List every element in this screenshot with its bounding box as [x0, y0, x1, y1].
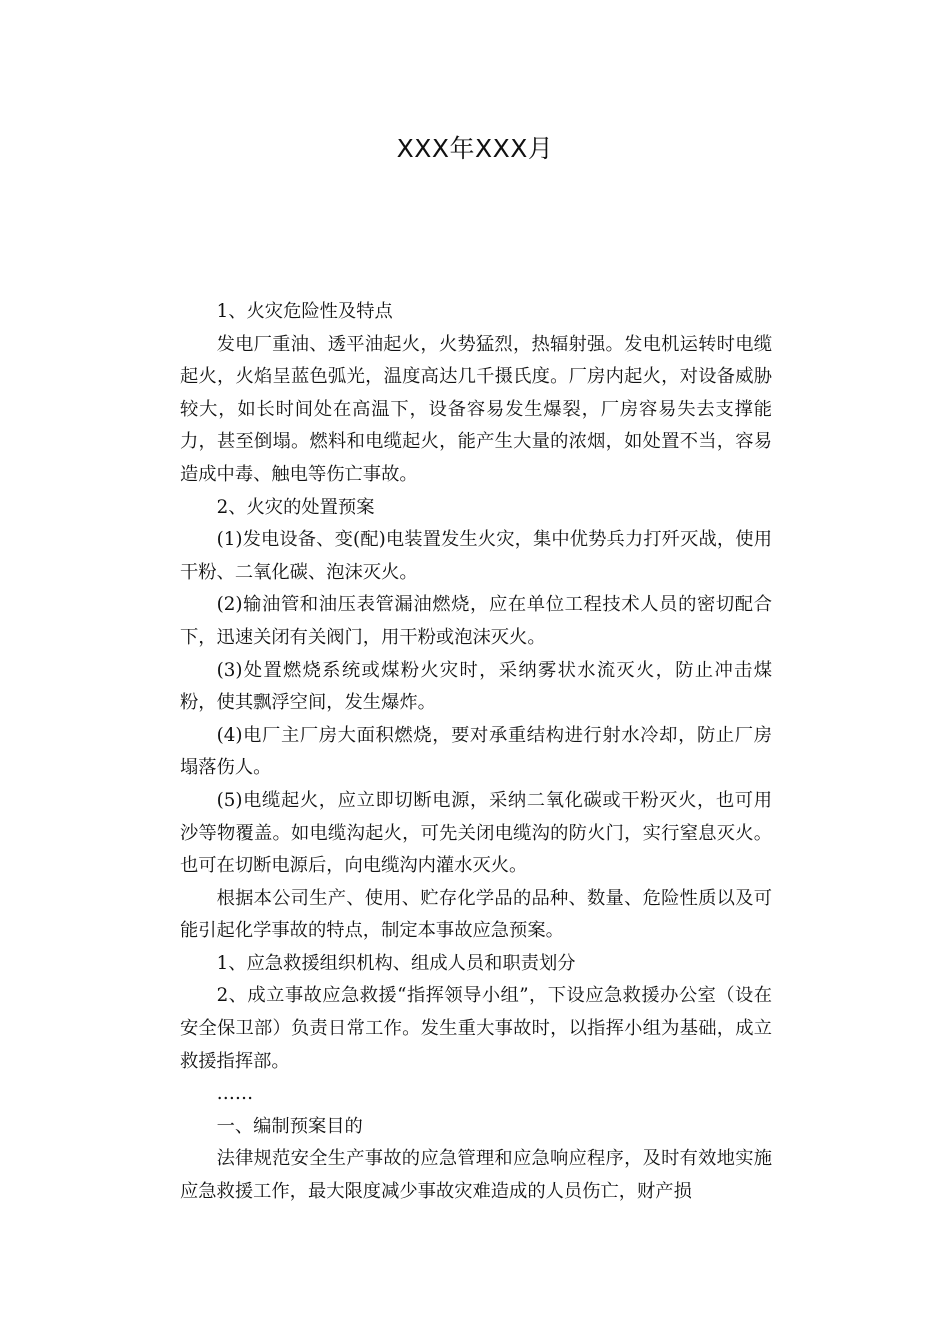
list-item-response-3: (3)处置燃烧系统或煤粉火灾时，采纳雾状水流灭火，防止冲击煤粉，使其飘浮空间，发生爆炸。	[180, 659, 772, 714]
paragraph-plan-basis: 根据本公司生产、使用、贮存化学品的品种、数量、危险性质以及可能引起化学事故的特点，制定本事故应急预案。	[180, 887, 772, 942]
document-body	[180, 296, 772, 1209]
ellipsis-separator: ……	[216, 1083, 254, 1105]
section-heading-fire-response: 2、火灾的处置预案	[216, 496, 375, 518]
section-heading-purpose: 一、编制预案目的	[216, 1115, 363, 1137]
section-heading-organization: 1、应急救援组织机构、组成人员和职责划分	[216, 952, 576, 974]
paragraph-command-group: 2、成立事故应急救援“指挥领导小组”，下设应急救援办公室（设在安全保卫部）负责日常工作。发生重大事故时，以指挥小组为基础，成立救援指挥部。	[180, 985, 772, 1072]
section-heading-fire-hazard: 1、火灾危险性及特点	[216, 301, 393, 322]
paragraph-purpose: 法律规范安全生产事故的应急管理和应急响应程序，及时有效地实施应急救援工作，最大限度减少事故灾难造成的人员伤亡，财产损	[180, 1148, 772, 1203]
list-item-response-2: (2)输油管和油压表管漏油燃烧，应在单位工程技术人员的密切配合下，迅速关闭有关阀门，用干粉或泡沫灭火。	[180, 594, 772, 648]
list-item-response-4: (4)电厂主厂房大面积燃烧，要对承重结构进行射水冷却，防止厂房塌落伤人。	[180, 724, 772, 779]
date-title: XXX年XXX月	[396, 134, 554, 163]
list-item-response-5: (5)电缆起火，应立即切断电源，采纳二氧化碳或干粉灭火，也可用沙等物覆盖。如电缆沟起火，可先关闭电缆沟的防火门，实行窒息灭火。也可在切断电源后，向电缆沟内灌水灭火。	[180, 789, 772, 877]
paragraph-fire-characteristics: 发电厂重油、透平油起火，火势猛烈，热辐射强。发电机运转时电缆起火，火焰呈蓝色弧光，温度高达几千摄氏度。厂房内起火，对设备威胁较大，如长时间处在高温下，设备容易发生爆裂，厂房容易失去支撑能力，甚至倒塌。燃料和电缆起火，能产生大量的浓烟，如处置不当，容易造成中毒、触电等伤亡事故。	[180, 333, 772, 485]
list-item-response-1: (1)发电设备、变(配)电装置发生火灾，集中优势兵力打歼灭战，使用干粉、二氧化碳、泡沫灭火。	[180, 529, 772, 583]
